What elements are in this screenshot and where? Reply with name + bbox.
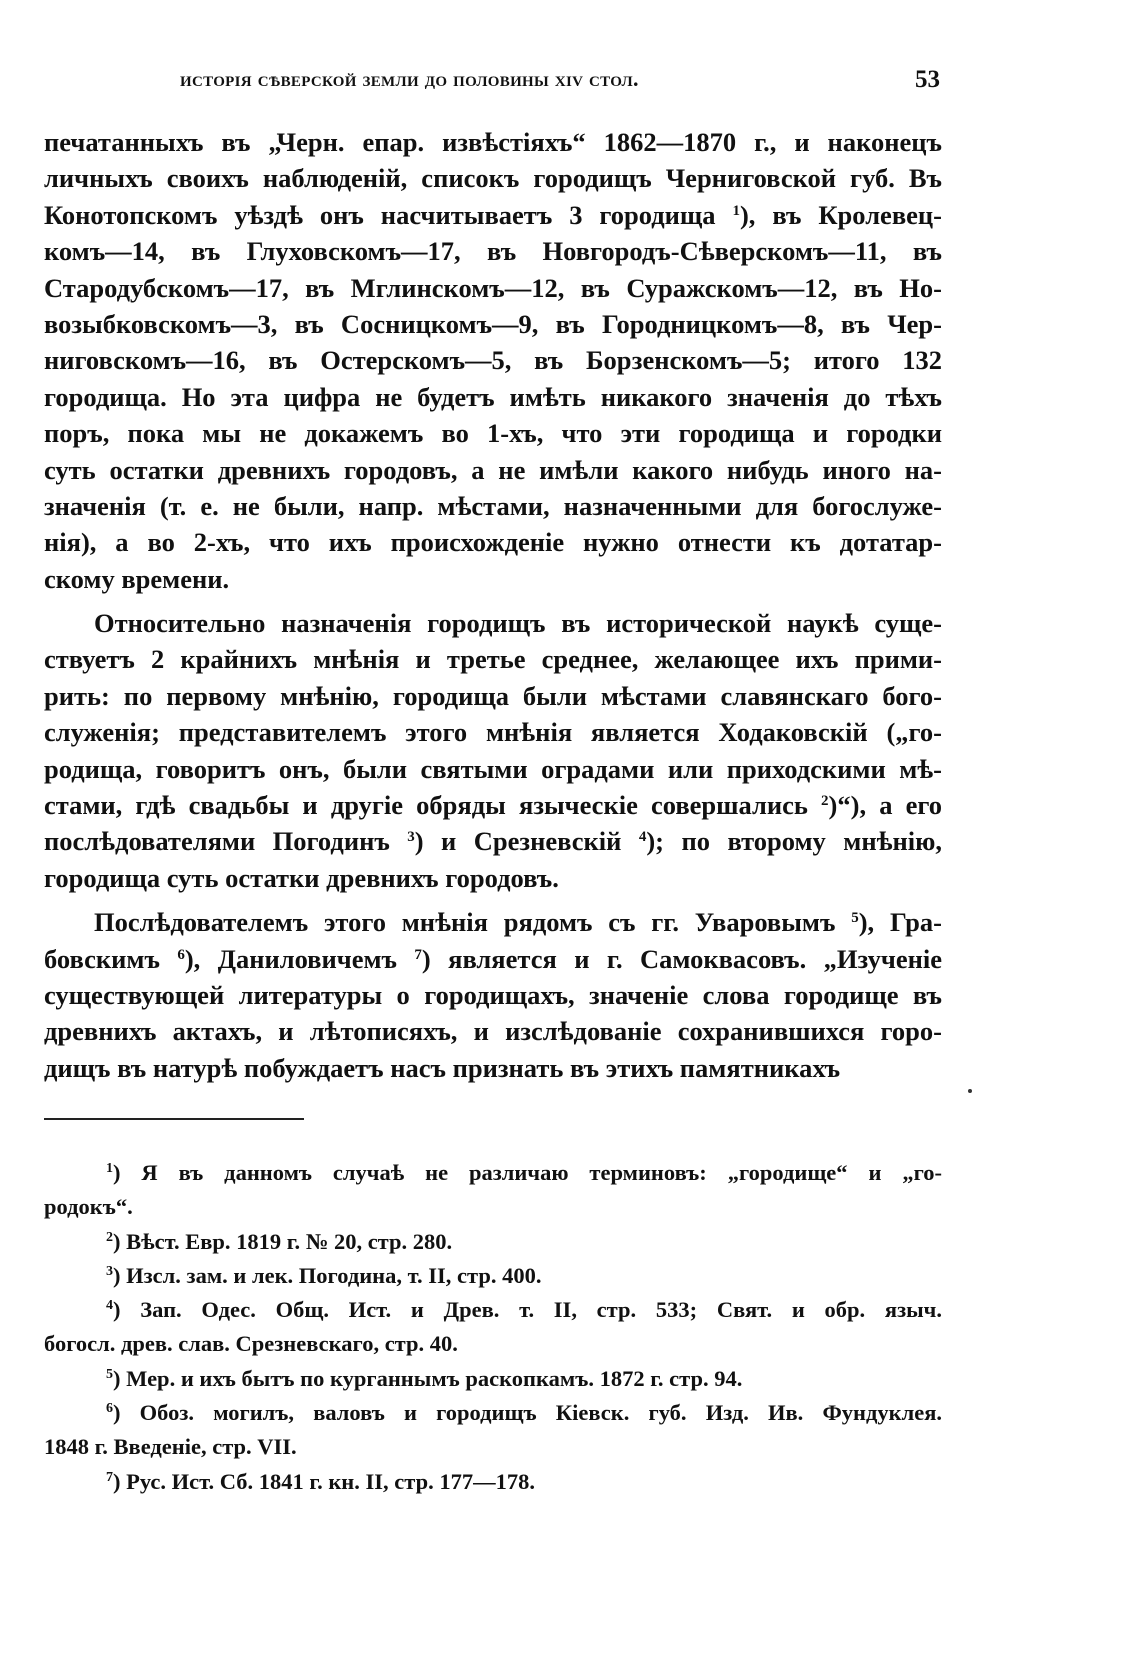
footnote-paren: ): [113, 1262, 127, 1288]
print-speck: [968, 1089, 972, 1093]
footnote-marker: 6: [106, 1401, 113, 1417]
footnote-reference: 7: [414, 946, 422, 963]
footnote-line: [44, 1396, 942, 1430]
footnote-line: [44, 1293, 942, 1327]
text-line: скому времени.: [44, 563, 230, 594]
footnote-line: [44, 1259, 942, 1293]
text-line: городища. Но эта цифра не будетъ имѣть никакого значенія до тѣхъ: [44, 381, 942, 412]
footnote-text: родокъ“.: [44, 1194, 133, 1220]
running-title: исторія сѣверской земли до половины xiv стол.: [180, 66, 639, 91]
text-line: существующей литературы о городищахъ, значеніе слова городище въ: [44, 979, 942, 1010]
text-segment: ), Даниловичемъ: [184, 943, 415, 974]
paragraph-gap: [44, 896, 942, 904]
footnote-text: богосл. древ. слав. Срезневскаго, стр. 40.: [44, 1331, 458, 1357]
footnotes: [44, 1156, 942, 1499]
footnote-text: Зап. Одес. Общ. Ист. и Древ. т. II, стр. 533; Свят. и обр. языч.: [140, 1297, 942, 1323]
footnote-separator: [44, 1118, 304, 1120]
footnote-reference: 6: [177, 946, 185, 963]
paragraph-gap: [44, 597, 942, 605]
text-line: ниговскомъ—16, въ Остерскомъ—5, въ Борзенскомъ—5; итого 132: [44, 345, 942, 376]
footnote-line: [44, 1190, 942, 1224]
footnote-paren: ): [113, 1297, 141, 1323]
footnote-text: Я въ данномъ случаѣ не различаю терминовъ: „городище“ и „го-: [141, 1160, 942, 1185]
text-line: родища, говоритъ онъ, были святыми оградами или приходскими мѣ-: [44, 753, 942, 784]
text-line-with-footnote-ref: [44, 787, 942, 823]
footnote-text: Мер. и ихъ бытъ по курганнымъ раскопкамъ. 1872 г. стр. 94.: [126, 1365, 743, 1391]
text-line-with-footnote-ref: [44, 197, 942, 233]
page-number: 53: [915, 66, 940, 93]
footnote-line: [44, 1225, 942, 1259]
footnote-paren: ): [113, 1228, 127, 1254]
text-line: личныхъ своихъ наблюденій, списокъ городищъ Черниговской губ. Въ: [44, 163, 942, 194]
text-line-with-footnote-ref: [44, 941, 942, 977]
footnote-marker: 4: [106, 1298, 113, 1314]
text-line: Относительно назначенія городищъ въ исторической наукѣ суще-: [94, 608, 942, 639]
text-segment: ), въ Кролевец-: [739, 199, 942, 230]
footnote-paren: ): [113, 1468, 127, 1494]
footnote-marker: 3: [106, 1263, 113, 1279]
footnote-line: [44, 1465, 942, 1499]
footnote-line: [44, 1156, 942, 1190]
footnote-paren: ): [113, 1400, 140, 1426]
text-line: комъ—14, въ Глуховскомъ—17, въ Новгородъ-Сѣверскомъ—11, въ: [44, 236, 942, 267]
text-segment: послѣдователями Погодинъ: [44, 826, 408, 857]
text-segment: бовскимъ: [44, 943, 178, 974]
text-line: дищъ въ натурѣ побуждаетъ насъ признать въ этихъ памятникахъ: [44, 1052, 841, 1083]
footnote-reference: 3: [407, 829, 415, 846]
footnote-reference: 1: [732, 202, 740, 219]
footnote-text: Рус. Ист. Сб. 1841 г. кн. II, стр. 177—178.: [126, 1468, 535, 1494]
text-line: служенія; представителемъ этого мнѣнія является Ходаковскій („го-: [44, 717, 942, 748]
text-line: Стародубскомъ—17, въ Мглинскомъ—12, въ Суражскомъ—12, въ Но-: [44, 272, 942, 303]
footnote-marker: 7: [106, 1469, 113, 1485]
footnote-line: [44, 1362, 942, 1396]
footnote-text: 1848 г. Введеніе, стр. VII.: [44, 1434, 297, 1460]
text-segment: )“), а его: [828, 790, 942, 821]
text-line: печатанныхъ въ „Черн. епар. извѣстіяхъ“ 1862—1870 г., и наконецъ: [44, 127, 942, 157]
footnote-marker: 5: [106, 1366, 113, 1382]
footnote-text: Обоз. могилъ, валовъ и городищъ Кіевск. губ. Изд. Ив. Фундуклея.: [139, 1400, 942, 1426]
footnote-line: [44, 1430, 942, 1464]
page-header: [180, 66, 940, 106]
footnote-reference: 5: [851, 910, 859, 927]
text-segment: ); по второму мнѣнію,: [646, 826, 942, 857]
text-line-with-footnote-ref: [44, 823, 942, 859]
footnote-text: Изсл. зам. и лек. Погодина, т. II, стр. 400.: [126, 1262, 542, 1288]
text-line: ствуетъ 2 крайнихъ мнѣнія и третье среднее, желающее ихъ прими-: [44, 644, 942, 675]
text-line: нія), а во 2-хъ, что ихъ происхожденіе нужно отнести къ дотатар-: [44, 527, 942, 558]
text-segment: Послѣдователемъ этого мнѣнія рядомъ съ гг. Уваровымъ: [94, 907, 852, 938]
main-text: [44, 124, 942, 1086]
footnote-line: [44, 1327, 942, 1361]
text-line: древнихъ актахъ, и лѣтописяхъ, и изслѣдованіе сохранившихся горо-: [44, 1016, 942, 1047]
footnote-paren: ): [113, 1160, 142, 1185]
footnote-marker: 2: [106, 1229, 113, 1245]
footnote-paren: ): [113, 1365, 127, 1391]
text-segment: ), Гра-: [858, 907, 942, 938]
text-segment: стами, гдѣ свадьбы и другіе обряды языческіе совершались: [44, 790, 822, 821]
text-segment: Конотопскомъ уѣздѣ онъ насчитываетъ 3 городища: [44, 199, 733, 230]
text-segment: ) является и г. Самоквасовъ. „Изученіе: [421, 943, 942, 974]
footnote-reference: 4: [638, 829, 647, 846]
footnote-text: Вѣст. Евр. 1819 г. № 20, стр. 280.: [126, 1228, 453, 1254]
text-line-with-footnote-ref: [44, 904, 942, 940]
text-line: возыбковскомъ—3, въ Сосницкомъ—9, въ Городницкомъ—8, въ Чер-: [44, 308, 942, 339]
text-line: поръ, пока мы не докажемъ во 1-хъ, что эти городища и городки: [44, 418, 942, 449]
text-line: значенія (т. е. не были, напр. мѣстами, назначенными для богослуже-: [44, 490, 942, 521]
text-line: городища суть остатки древнихъ городовъ.: [44, 862, 559, 893]
footnote-marker: 1: [106, 1161, 113, 1176]
text-segment: ) и Срезневскій: [414, 826, 639, 857]
footnote-reference: 2: [821, 793, 829, 810]
text-line: рить: по первому мнѣнію, городища были мѣстами славянскаго бого-: [44, 680, 942, 711]
text-line: суть остатки древнихъ городовъ, а не имѣли какого нибудь иного на-: [44, 454, 942, 485]
